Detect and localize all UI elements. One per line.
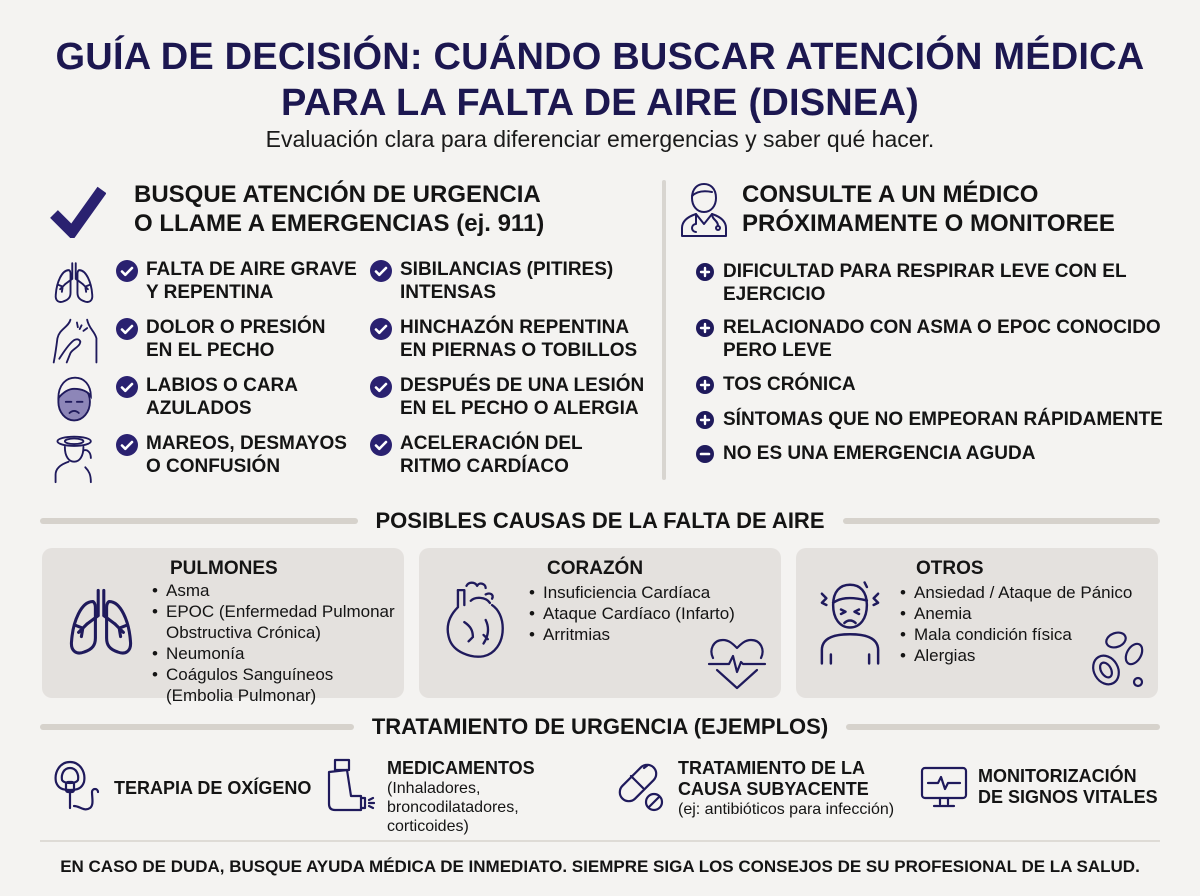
consult-section-header: [680, 180, 1180, 250]
consult-item: TOS CRÓNICA: [696, 373, 856, 396]
cause-list: • Asma • EPOC (Enfermedad Pulmonar Obstructiva Crónica) • Neumonía • Coágulos Sanguíneos (Embolia Pulmonar): [152, 580, 402, 706]
oxygen-mask-icon: [50, 760, 102, 814]
urgent-row: [48, 374, 648, 426]
urgent-symptom: ACELERACIÓN DEL RITMO CARDÍACO: [370, 432, 583, 478]
footer-divider: [40, 840, 1160, 842]
check-circle-icon: [370, 260, 392, 282]
lungs-icon: [48, 258, 100, 310]
column-divider: [662, 180, 666, 480]
urgent-symptom: DOLOR O PRESIÓN EN EL PECHO: [116, 316, 325, 362]
urgent-symptom: LABIOS O CARA AZULADOS: [116, 374, 298, 420]
check-circle-icon: [370, 376, 392, 398]
cause-card-heart: CORAZÓN • Insuficiencia Cardíaca • Ataque Cardíaco (Infarto) • Arritmias: [419, 548, 781, 698]
blue-face-icon: [48, 374, 104, 426]
urgent-row: [48, 316, 648, 368]
plus-circle-icon: [696, 411, 714, 429]
heart-icon: [443, 578, 507, 662]
urgent-row: [48, 432, 648, 484]
treatment-vital-monitoring: MONITORIZACIÓN DE SIGNOS VITALES: [920, 766, 1158, 810]
cause-list: • Insuficiencia Cardíaca • Ataque Cardíaco (Infarto) • Arritmias: [529, 582, 735, 645]
check-circle-icon: [370, 318, 392, 340]
consult-item: RELACIONADO CON ASMA O EPOC CONOCIDO PERO LEVE: [696, 316, 1161, 362]
check-circle-icon: [116, 318, 138, 340]
cause-list: • Ansiedad / Ataque de Pánico • Anemia • Mala condición física • Alergias: [900, 582, 1132, 666]
treatment-section-header: TRATAMIENTO DE URGENCIA (EJEMPLOS): [40, 712, 1160, 742]
check-circle-icon: [116, 260, 138, 282]
consult-item: DIFICULTAD PARA RESPIRAR LEVE CON EL EJERCICIO: [696, 260, 1127, 306]
vital-monitor-icon: [920, 766, 968, 810]
check-circle-icon: [116, 434, 138, 456]
consult-item: NO ES UNA EMERGENCIA AGUDA: [696, 442, 1035, 465]
check-circle-icon: [116, 376, 138, 398]
treatment-underlying-cause: TRATAMIENTO DE LA CAUSA SUBYACENTE (ej: antibióticos para infección): [614, 758, 894, 819]
divider: [40, 518, 358, 524]
check-circle-icon: [370, 434, 392, 456]
divider: [40, 724, 354, 730]
checkmark-icon: [50, 184, 106, 238]
urgent-symptom: DESPUÉS DE UNA LESIÓN EN EL PECHO O ALERGIA: [370, 374, 644, 420]
cause-card-lungs: PULMONES • Asma • EPOC (Enfermedad Pulmonar Obstructiva Crónica) • Neumonía • Coágulos Sanguíneos (Embolia Pulmonar): [42, 548, 404, 698]
consult-item: SÍNTOMAS QUE NO EMPEORAN RÁPIDAMENTE: [696, 408, 1163, 431]
treatment-medications: MEDICAMENTOS (Inhaladores, broncodilatadores, corticoides): [325, 758, 535, 836]
urgent-symptom: SIBILANCIAS (PITIRES) INTENSAS: [370, 258, 613, 304]
plus-circle-icon: [696, 376, 714, 394]
page-title: GUÍA DE DECISIÓN: CUÁNDO BUSCAR ATENCIÓN MÉDICA PARA LA FALTA DE AIRE (DISNEA): [55, 36, 1145, 124]
causes-section-header: POSIBLES CAUSAS DE LA FALTA DE AIRE: [40, 506, 1160, 536]
consult-title: CONSULTE A UN MÉDICO PRÓXIMAMENTE O MONITOREE: [742, 181, 1115, 237]
inhaler-icon: [325, 758, 375, 814]
chest-pain-icon: [48, 316, 104, 368]
cause-card-other: OTROS • Ansiedad / Ataque de Pánico • Anemia • Mala condición física • Alergias: [796, 548, 1158, 698]
anxious-person-icon: [812, 578, 888, 668]
page-subtitle: Evaluación clara para diferenciar emergencias y saber qué hacer.: [265, 126, 935, 152]
urgent-title: BUSQUE ATENCIÓN DE URGENCIA O LLAME A EMERGENCIAS (ej. 911): [134, 181, 545, 237]
minus-circle-icon: [696, 445, 714, 463]
urgent-row: [48, 258, 648, 310]
dizzy-person-icon: [48, 432, 104, 484]
plus-circle-icon: [696, 319, 714, 337]
doctor-icon: [680, 182, 728, 238]
lungs-icon: [56, 582, 146, 666]
divider: [843, 518, 1161, 524]
pills-icon: [614, 758, 666, 812]
urgent-symptom: MAREOS, DESMAYOS O CONFUSIÓN: [116, 432, 347, 478]
urgent-symptom: FALTA DE AIRE GRAVE Y REPENTINA: [116, 258, 357, 304]
footer-disclaimer: EN CASO DE DUDA, BUSQUE AYUDA MÉDICA DE INMEDIATO. SIEMPRE SIGA LOS CONSEJOS DE SU PROFESIONAL DE LA SALUD.: [60, 857, 1140, 876]
plus-circle-icon: [696, 263, 714, 281]
divider: [846, 724, 1160, 730]
urgent-section-header: [50, 180, 650, 250]
treatment-oxygen: TERAPIA DE OXÍGENO: [50, 760, 311, 814]
urgent-symptom: HINCHAZÓN REPENTINA EN PIERNAS O TOBILLOS: [370, 316, 637, 362]
